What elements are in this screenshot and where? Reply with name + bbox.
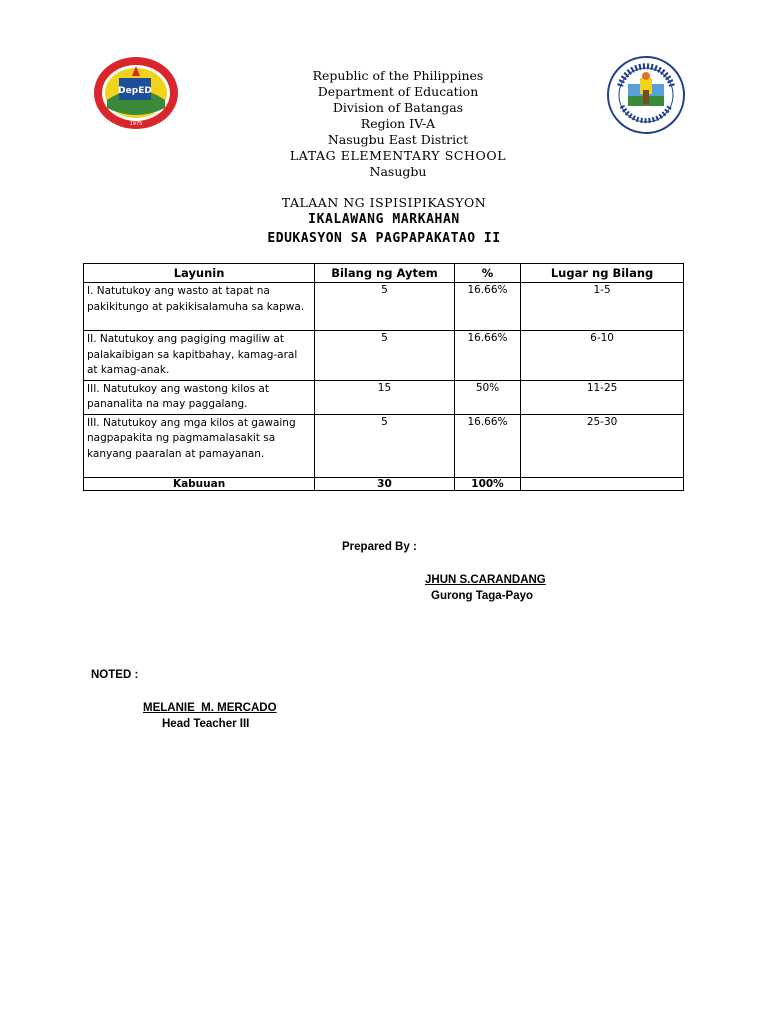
percent-cell: 16.66% — [454, 283, 520, 331]
document-title: TALAAN NG ISPISIPIKASYON — [281, 195, 487, 210]
header-layunin: Layunin — [84, 264, 315, 283]
letterhead — [0, 68, 768, 180]
table-row — [84, 331, 684, 381]
total-percent: 100% — [454, 477, 520, 490]
header-percent: % — [454, 264, 520, 283]
svg-text:DepED: DepED — [118, 86, 152, 96]
items-cell: 15 — [315, 380, 455, 414]
percent-cell: 16.66% — [454, 331, 520, 381]
svg-text:1975: 1975 — [129, 121, 143, 127]
percent-cell: 16.66% — [454, 414, 520, 477]
table-row — [84, 283, 684, 331]
quarter-title: IKALAWANG MARKAHAN — [308, 212, 460, 227]
letterhead-department: Department of Education — [317, 84, 479, 99]
specification-table — [83, 263, 684, 491]
prepared-by-label: Prepared By : — [342, 541, 417, 553]
placement-cell: 6-10 — [521, 331, 684, 381]
total-row — [84, 477, 684, 490]
placement-cell: 25-30 — [521, 414, 684, 477]
objective-cell: III. Natutukoy ang wastong kilos at pananalita na may paggalang. — [84, 380, 315, 414]
header-bilang-ng-aytem: Bilang ng Aytem — [315, 264, 455, 283]
placement-cell: 1-5 — [521, 283, 684, 331]
letterhead-district: Nasugbu East District — [327, 132, 469, 147]
objective-cell: II. Natutukoy ang pagiging magiliw at palakaibigan sa kapitbahay, kamag-aral at kamag-anak. — [84, 331, 315, 381]
table-row — [84, 380, 684, 414]
objective-cell: I. Natutukoy ang wasto at tapat na pakikitungo at pakikisalamuha sa kapwa. — [84, 283, 315, 331]
table-row — [84, 414, 684, 477]
table-header-row — [84, 264, 684, 283]
total-placement — [521, 477, 684, 490]
placement-cell: 11-25 — [521, 380, 684, 414]
subject-title: EDUKASYON SA PAGPAPAKATAO II — [267, 231, 501, 246]
noted-by-name: MELANIE M. MERCADO — [143, 702, 277, 714]
noted-by-title: Head Teacher III — [162, 718, 250, 730]
total-items: 30 — [315, 477, 455, 490]
letterhead-division: Division of Batangas — [332, 100, 464, 115]
total-label: Kabuuan — [84, 477, 315, 490]
items-cell: 5 — [315, 414, 455, 477]
percent-cell: 50% — [454, 380, 520, 414]
letterhead-town: Nasugbu — [369, 164, 427, 179]
header-lugar-ng-bilang: Lugar ng Bilang — [521, 264, 684, 283]
prepared-by-title: Gurong Taga-Payo — [431, 590, 534, 602]
letterhead-republic: Republic of the Philippines — [312, 68, 484, 83]
letterhead-school: LATAG ELEMENTARY SCHOOL — [289, 148, 507, 163]
items-cell: 5 — [315, 283, 455, 331]
letterhead-region: Region IV-A — [360, 116, 436, 131]
prepared-by-name: JHUN S.CARANDANG — [425, 574, 546, 586]
objective-cell: III. Natutukoy ang mga kilos at gawaing nagpapakita ng pagmamalasakit sa kanyang paaralan at pamayanan. — [84, 414, 315, 477]
items-cell: 5 — [315, 331, 455, 381]
noted-label: NOTED : — [91, 669, 139, 681]
